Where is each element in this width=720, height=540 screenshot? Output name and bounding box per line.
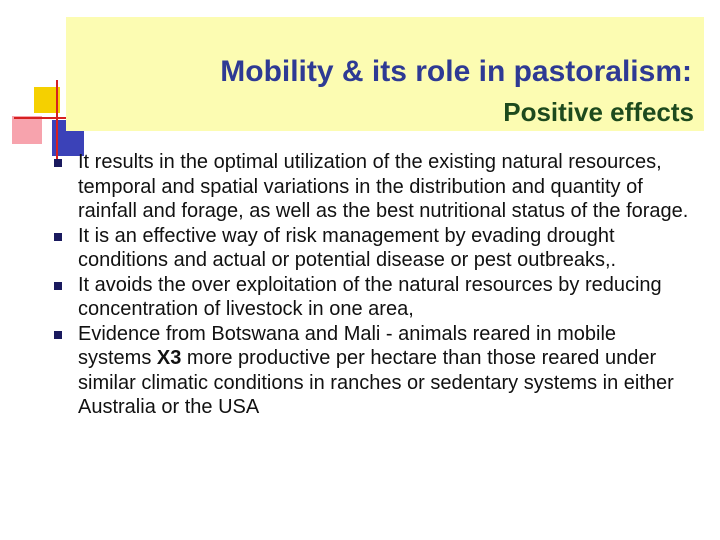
bullet-square-icon <box>54 282 62 290</box>
bullet-list <box>44 150 694 420</box>
slide-title-panel <box>66 17 704 131</box>
bullet-square-icon <box>54 159 62 167</box>
bullet-text: It is an effective way of risk management by evading drought conditions and actual or potential disease or pest outbreaks,. <box>78 224 617 271</box>
decorative-vertical-line <box>56 80 58 160</box>
bullet-item-3 <box>44 273 694 322</box>
slide-subtitle: Positive effects <box>503 97 694 127</box>
bullet-item-4 <box>44 322 694 420</box>
bullet-item-1 <box>44 150 694 224</box>
bullet-square-icon <box>54 233 62 241</box>
bullet-text: It avoids the over exploitation of the natural resources by reducing concentration of livestock in one area, <box>78 273 662 320</box>
bullet-item-2 <box>44 224 694 273</box>
bullet-text: It results in the optimal utilization of the existing natural resources, temporal and spatial variations in the distribution and quantity of rainfall and forage, as well as the best nutritional status of the forage. <box>78 151 689 222</box>
decorative-horizontal-line <box>14 117 74 119</box>
decorative-pink-square <box>12 116 42 144</box>
bullet-text-after: more productive per hectare than those reared under similar climatic conditions in ranches or sedentary systems in either Australia or the USA <box>78 347 674 418</box>
bullet-text-before: Evidence from Botswana and Mali - animals reared in mobile systems <box>78 322 617 369</box>
bullet-square-icon <box>54 331 62 339</box>
slide-title: Mobility & its role in pastoralism: <box>220 55 692 88</box>
bullet-emphasis: X3 <box>156 347 182 369</box>
